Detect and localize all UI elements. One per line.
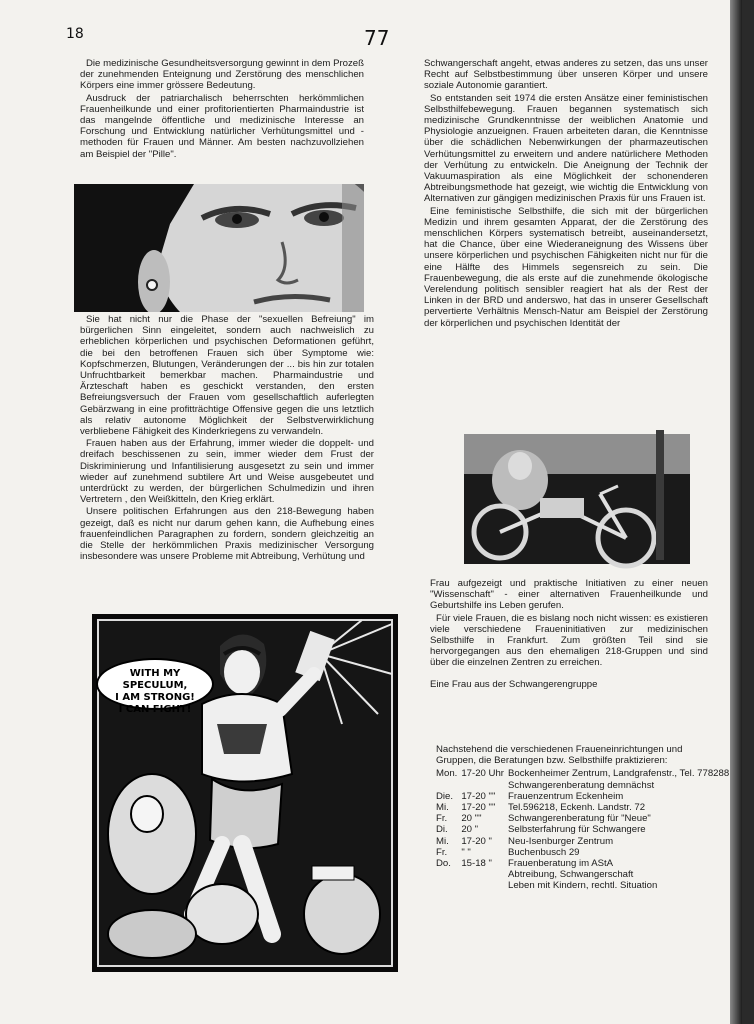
schedule-time: 15-18 ": [461, 858, 492, 870]
paragraph: So entstanden seit 1974 die ersten Ansätze einer feministischen Selbsthilfebewegung. Frauen begannen systematisch sich medizinische Grundkenntnisse der weiblichen Anatomie und Physiologie anzueignen. Frauen arbeiteten daran, die Kenntnisse über die schädlichen Nebenwirkungen der pharmazeutischen Verhütungsmittel zu erweitern und andere natürlichere Methoden der Verhütung zu entwickeln. Die Aneignung der Technik der Vakuumaspiration als eine Möglichkeit der schonenderen Abtreibungsmethode hat gezeigt, wie wichtig die Entwicklung von Alternativen zur gängigen medizinischen Praxis für uns Frauen ist.: [424, 92, 708, 205]
schedule-time: 17-20 ": [461, 835, 492, 847]
schedule-time: 20 ": [461, 824, 479, 836]
schedule-time: " ": [461, 846, 471, 858]
schedule-day: [436, 869, 461, 880]
schedule-day: Die.: [436, 790, 454, 802]
schedule-row: [436, 880, 733, 891]
schedule-day: Mon.: [436, 768, 458, 780]
schedule-day: Fr.: [436, 846, 448, 858]
schedule-place: Tel.596218, Eckenh. Landstr. 72: [508, 802, 646, 814]
paragraph: Frau aufgezeigt und praktische Initiativen zu einer neuen "Wissenschaft" - einer alternativen Frauenheilkunde und Geburtshilfe ins Leben gerufen.: [430, 578, 708, 612]
schedule-place: Frauenberatung im AStA: [508, 858, 614, 870]
speech-bubble: [96, 658, 214, 715]
right-lower-text: [430, 578, 708, 691]
schedule-row: [436, 802, 733, 813]
right-top-text: [424, 58, 708, 330]
schedule-time: [461, 880, 508, 891]
schedule-time: 20 "": [461, 813, 482, 825]
schedule-row: [436, 858, 733, 869]
schedule-place: Neu-Isenburger Zentrum: [508, 835, 614, 847]
bubble-line: I AM STRONG!: [115, 692, 195, 703]
schedule-row: [436, 768, 733, 779]
page-number-left: 18: [66, 26, 84, 42]
paragraph: Eine feministische Selbsthilfe, die sich mit der bürgerlichen Medizin und ihrem gesamten Apparat, der die Zerstörung des menschlichen Körpers systematisch betreibt, auseinandersetzt, hat die Chance, über eine Wiederaneignung des Wissens über unsere körperlichen und psychischen Fähigkeiten nicht nur für die eine Hälfte des Himmels segensreich zu sein. Die Frauenbewegung, die als erste auf die zunehmende ökologische Verelendung politisch sensibler reagiert hat als der Rest der Linken in der BRD und anderswo, hat das in unserer Gesellschaft pervertierte Verhältnis Mensch-Natur am Beispiel der Zerstörung der körperlichen und psychischen Identität der: [424, 205, 708, 329]
schedule-time: [461, 869, 508, 880]
schedule-place: Selbsterfahrung für Schwangere: [508, 824, 646, 836]
left-intro-text: [80, 58, 364, 161]
page-number-right: 77: [364, 26, 390, 50]
woman-face-illustration: [74, 184, 364, 312]
schedule-day: Mi.: [436, 835, 449, 847]
schedule-day: Mi.: [436, 802, 449, 814]
schedule-place: Frauenzentrum Eckenheim: [508, 790, 624, 802]
motorcycle-photo: [460, 410, 692, 570]
paragraph: Unsere politischen Erfahrungen aus den 218-Bewegung haben gezeigt, daß es nicht nur darum gehen kann, die Aufhebung eines frauenfeindlichen Paragraphen zu fordern, sondern gleichzeitig an die Stelle der herkömmlichen Praxis medizinischer Versorgung insbesondere was unsere Probleme mit Abtreibung, Verhütung und: [80, 506, 374, 563]
schedule-time: 17-20 Uhr: [461, 768, 505, 780]
schedule-day: [436, 780, 461, 791]
woman-face-photo: [74, 184, 364, 312]
paragraph: Schwangerschaft angeht, etwas anderes zu setzen, das uns unser Recht auf Selbstbestimmung über unseren Körper und unsere soziale Autonomie garantiert.: [424, 58, 708, 92]
schedule-day: Fr.: [436, 813, 448, 825]
wonder-woman-comic: [92, 614, 398, 972]
schedule-time: 17-20 "": [461, 790, 496, 802]
paragraph: Ausdruck der patriarchalisch beherrschten herkömmlichen Frauenheilkunde und einer profitorientierten Pharmaindustrie ist das mangelnde öffentliche und medizinische Interesse an Forschung und Entwicklung natürlicher Verhütungsmittel und -methoden für Frauen und Männer. Am besten nachzuvollziehen am Beispiel der "Pille".: [80, 92, 364, 160]
schedule-place: Schwangerenberatung demnächst: [508, 779, 655, 791]
schedule-day: Di.: [436, 824, 448, 836]
motorcycle-illustration: [460, 410, 692, 570]
scan-edge: [730, 0, 742, 1024]
schedule-place: Buchenbusch 29: [508, 846, 580, 858]
bubble-line: I CAN FIGHT!: [118, 704, 192, 715]
schedule-section: [436, 744, 730, 892]
schedule-place: Bockenheimer Zentrum, Landgrafenstr., Tel. 778288: [508, 768, 730, 780]
schedule-place: Abtreibung, Schwangerschaft: [508, 869, 634, 881]
paragraph: Frauen haben aus der Erfahrung, immer wieder die doppelt- und dreifach beschissenen zu sein, immer wieder dem Frust der Diskriminierung und Infantilisierung ausgesetzt zu sein und immer wieder auf zunehmend subtilere Art und Weise ausgebeutet und unterdrückt zu werden, der bürgerlichen Schulmedizin und ihren Vertretern , den Weißkitteln, den Krieg erklärt.: [80, 438, 374, 506]
schedule-table: [436, 768, 733, 891]
bubble-line: WITH MY SPECULUM,: [122, 668, 188, 691]
schedule-row: [436, 780, 733, 791]
schedule-time: [461, 780, 508, 791]
left-middle-text: [80, 314, 374, 563]
schedule-time: 17-20 "": [461, 802, 496, 814]
paragraph: Die medizinische Gesundheitsversorgung gewinnt in dem Prozeß der zunehmenden Enteignung und Zerstörung des menschlichen Körpers eine immer grössere Bedeutung.: [80, 58, 364, 92]
schedule-intro: Nachstehend die verschiedenen Fraueneinrichtungen und Gruppen, die Beratungen bzw. Selbsthilfe praktizieren:: [436, 744, 683, 767]
paragraph: Sie hat nicht nur die Phase der "sexuellen Befreiung" im bürgerlichen Sinn eingeleitet, sondern auch nachweislich zu erheblichen körperlichen und psychischen Deformationen geführt, die bei den betroffenen Frauen sich über Symptome wie: Kopfschmerzen, Blutungen, Veränderungen der ... bis hin zur totalen Unfruchtbarkeit bemerkbar machen. Pharmaindustrie und Ärzteschaft haben es geschickt verstanden, den ersten Befreiungsversuch der Frauen vom gesellschaftlich auferlegten Gebärzwang in eine profitträchtige Offensive gegen die uns letztlich als relativ autonome Möglichkeit der Selbstverwirklichung verbliebene Fähigkeit des Kinderkriegens zu verwandeln.: [80, 314, 374, 438]
schedule-row: [436, 791, 733, 802]
schedule-day: Do.: [436, 858, 451, 870]
schedule-day: [436, 880, 461, 891]
schedule-place: Leben mit Kindern, rechtl. Situation: [508, 880, 658, 892]
schedule-place: Schwangerenberatung für "Neue": [508, 813, 651, 825]
schedule-row: [436, 813, 733, 824]
schedule-row: [436, 836, 733, 847]
signature: Eine Frau aus der Schwangerengruppe: [430, 678, 598, 690]
schedule-row: [436, 869, 733, 880]
schedule-row: [436, 847, 733, 858]
schedule-row: [436, 824, 733, 835]
paragraph: Für viele Frauen, die es bislang noch nicht wissen: es existieren viele verschiedene Fraueninitiativen zur medizinischen Selbsthilfe in Frankfurt. Zum größten Teil sind sie hervorgegangen aus den ehemaligen 218-Gruppen und sind über die einzelnen Zentren zu erreichen.: [430, 612, 708, 669]
